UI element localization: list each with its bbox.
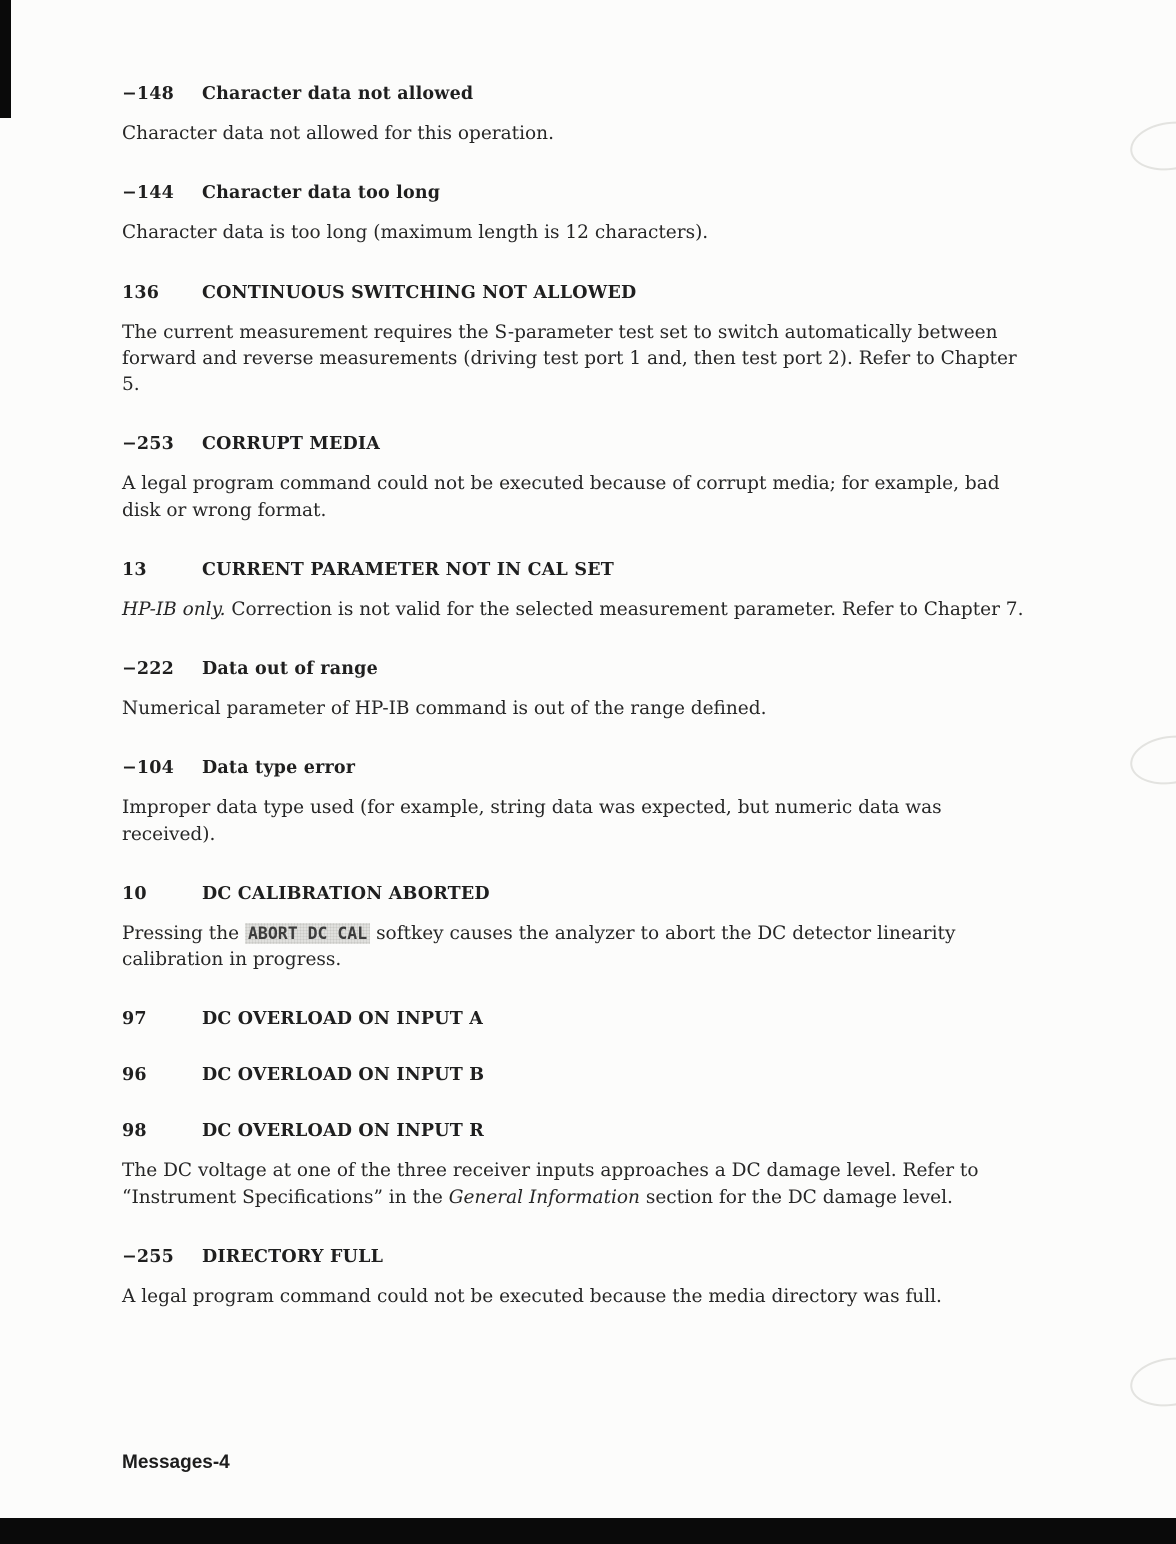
message-entry — [122, 1247, 1032, 1310]
error-title: Character data too long — [202, 183, 441, 204]
error-code: 97 — [122, 1009, 147, 1030]
message-heading — [122, 434, 1032, 454]
error-code: 98 — [122, 1121, 147, 1142]
message-heading — [122, 659, 1032, 679]
error-code: 13 — [122, 559, 147, 580]
page-footer: Messages-4 — [122, 1452, 230, 1473]
error-code: 136 — [122, 282, 160, 303]
message-entry — [122, 1009, 1032, 1029]
error-description: The current measurement requires the S-parameter test set to switch automatically between forward and reverse measurements (driving test port 1 and, then test port 2). Refer to Chapter 5. — [122, 321, 1017, 396]
error-description: Character data not allowed for this operation. — [122, 123, 554, 144]
error-description: Pressing the ABORT DC CAL softkey causes the analyzer to abort the DC detector linearity calibration in progress. — [122, 922, 956, 971]
error-code: 10 — [122, 883, 147, 904]
error-code: −148 — [122, 84, 174, 104]
error-title: Character data not allowed — [202, 84, 474, 104]
message-entry — [122, 434, 1032, 524]
message-heading — [122, 884, 1032, 904]
message-heading — [122, 1009, 1032, 1029]
error-description: HP-IB only. Correction is not valid for the selected measurement parameter. Refer to Chapter 7. — [122, 598, 1024, 620]
scan-artifact-page-curl — [1127, 731, 1176, 790]
scan-artifact-left-edge — [0, 0, 11, 118]
error-title: DC CALIBRATION ABORTED — [202, 883, 490, 904]
error-title: DC OVERLOAD ON INPUT A — [202, 1009, 484, 1030]
message-entry — [122, 283, 1032, 399]
error-code: −255 — [122, 1246, 174, 1267]
error-description: The DC voltage at one of the three receiver inputs approaches a DC damage level. Refer to “Instrument Specifications” in the General Information section for the DC damage level. — [122, 1160, 979, 1208]
message-heading — [122, 183, 1032, 203]
softkey-label: ABORT DC CAL — [245, 923, 370, 944]
error-description: A legal program command could not be executed because the media directory was full. — [122, 1285, 942, 1307]
error-description: A legal program command could not be executed because of corrupt media; for example, bad disk or wrong format. — [122, 473, 1000, 521]
error-title: DC OVERLOAD ON INPUT R — [202, 1121, 484, 1142]
error-code: −222 — [122, 659, 174, 680]
message-entry — [122, 1121, 1032, 1211]
error-title: DC OVERLOAD ON INPUT B — [202, 1065, 485, 1086]
error-description: Improper data type used (for example, string data was expected, but numeric data was received). — [122, 797, 942, 845]
error-title: Data out of range — [202, 659, 378, 680]
error-description: Numerical parameter of HP-IB command is out of the range defined. — [122, 698, 767, 720]
message-heading — [122, 758, 1032, 778]
message-entry — [122, 659, 1032, 722]
error-title: Data type error — [202, 758, 356, 779]
message-heading — [122, 560, 1032, 580]
error-title: DIRECTORY FULL — [202, 1246, 384, 1267]
message-heading — [122, 84, 1032, 104]
error-code: 96 — [122, 1065, 147, 1086]
error-messages-list — [122, 84, 1032, 1346]
message-entry — [122, 884, 1032, 974]
scan-artifact-bottom-edge — [0, 1518, 1176, 1544]
message-entry — [122, 84, 1032, 147]
message-entry — [122, 758, 1032, 848]
error-code: −144 — [122, 183, 174, 204]
scan-artifact-page-curl — [1127, 117, 1176, 176]
error-title: CORRUPT MEDIA — [202, 434, 381, 455]
message-heading — [122, 1247, 1032, 1267]
message-entry — [122, 1065, 1032, 1085]
message-entry — [122, 560, 1032, 623]
error-title: CURRENT PARAMETER NOT IN CAL SET — [202, 559, 614, 580]
error-description: Character data is too long (maximum length is 12 characters). — [122, 222, 709, 244]
error-code: −104 — [122, 758, 174, 779]
message-entry — [122, 183, 1032, 246]
message-heading — [122, 283, 1032, 303]
error-code: −253 — [122, 434, 174, 455]
error-title: CONTINUOUS SWITCHING NOT ALLOWED — [202, 282, 637, 303]
message-heading — [122, 1121, 1032, 1141]
scan-artifact-page-curl — [1127, 1353, 1176, 1412]
message-heading — [122, 1065, 1032, 1085]
